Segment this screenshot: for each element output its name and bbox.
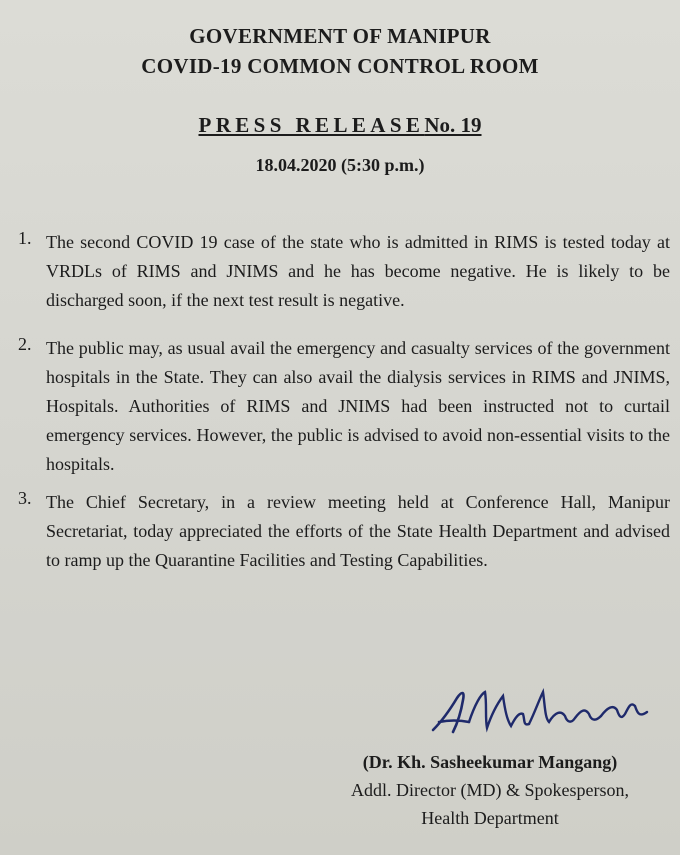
handwritten-signature	[425, 682, 655, 742]
press-release-number: No. 19	[424, 113, 482, 137]
release-date: 18.04.2020 (5:30 p.m.)	[255, 155, 425, 175]
item-text: The second COVID 19 case of the state who is admitted in RIMS is tested today at VRDLs of RIMS and JNIMS and he has become negative. He is likely to be discharged soon, if the next test result is negative.	[46, 232, 670, 310]
item-number: 3.	[18, 488, 32, 508]
item-text: The Chief Secretary, in a review meeting held at Conference Hall, Manipur Secretariat, today appreciated the efforts of the State Health Department and advised to ramp up the Quarantine Facilities and Testing Capabilities.	[46, 492, 670, 570]
item-number: 1.	[18, 228, 32, 248]
control-room-heading: COVID-19 COMMON CONTROL ROOM	[141, 54, 539, 78]
signatory-name: (Dr. Kh. Sasheekumar Mangang)	[362, 752, 618, 772]
signatory-department: Health Department	[421, 808, 559, 828]
item-text: The public may, as usual avail the emergency and casualty services of the government hospitals in the State. They can also avail the dialysis services in RIMS and JNIMS, Hospitals. Authorities of RIMS and JNIMS had been instructed not to curtail emergency services. However, the public is advised to avoid non-essential visits to the hospitals.	[46, 338, 670, 474]
press-release-heading	[0, 113, 680, 138]
list-item	[18, 228, 670, 315]
government-heading: GOVERNMENT OF MANIPUR	[189, 24, 491, 48]
signatory-designation: Addl. Director (MD) & Spokesperson,	[351, 780, 629, 800]
press-release-title: PRESS RELEASE	[198, 113, 425, 137]
list-item	[18, 334, 670, 479]
list-item	[18, 488, 670, 575]
item-number: 2.	[18, 334, 32, 354]
